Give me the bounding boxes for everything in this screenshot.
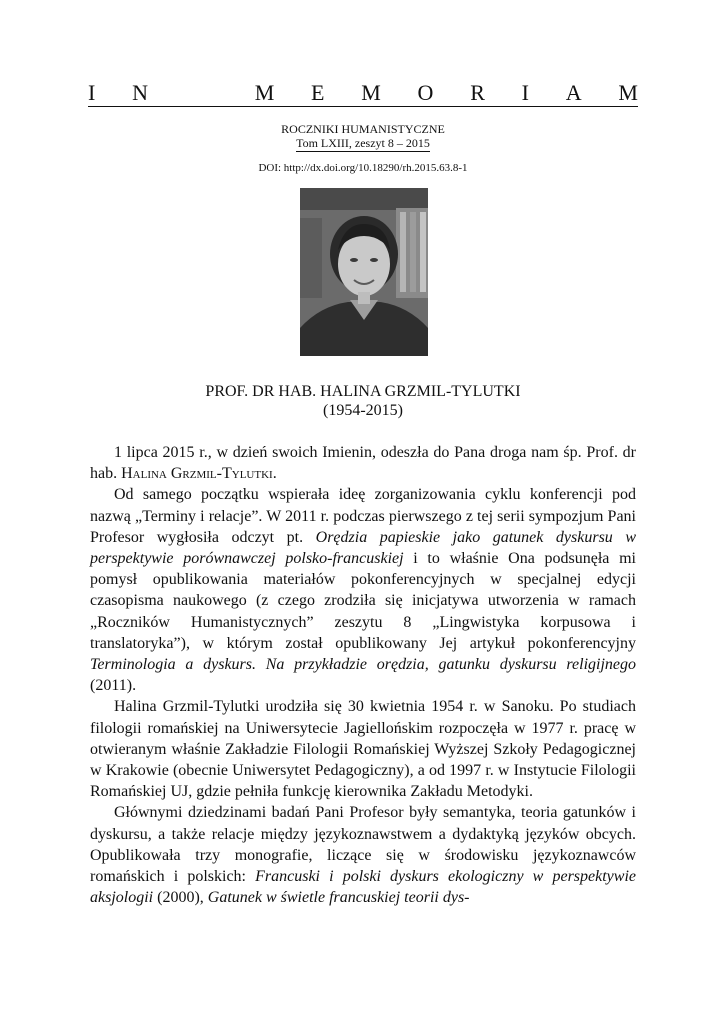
heading-letter: R (470, 80, 485, 105)
paragraph: Halina Grzmil-Tylutki urodziła się 30 kwietnia 1954 r. w Sanoku. Po studiach filologii romańskiej na Uniwersytecie Jagiellońskim rozpoczęła w 1977 r. pracę w otwieranym właśnie Zakładzie Filologii Romańskiej Wyższej Szkoły Pedagogicznej w Krakowie (obecnie Uniwersytet Pedagogiczny), a od 1997 r. w Instytucie Filologii Romańskiej UJ, gdzie pełniła funkcję kierownika Zakładu Metodyki. (90, 698, 636, 801)
italic-title: Francuski i polski dyskurs ekologiczny w perspektywie aksjologii (90, 868, 636, 907)
text-run: (2000), (153, 889, 208, 907)
journal-volume (0, 136, 726, 152)
text-run: . (272, 465, 277, 483)
heading-letter: M (618, 80, 638, 105)
heading-letter: E (311, 80, 325, 105)
paragraph (90, 484, 636, 696)
journal-volume-text: Tom LXIII, zeszyt 8 – 2015 (296, 136, 430, 150)
heading-letter: O (417, 80, 434, 105)
text-run: i to właśnie Ona podsunęła mi pomysł opublikowania materiałów pokonferencyjnych w specjalnej edycji czasopisma naukowego (z czego zrodziła się inicjatywa utworzenia w ramach „Roczników Humanistycznych” zeszytu 8 „Lingwistyka korpusowa i translatoryka”), w którym został opublikowany Jej artykuł pokonferencyjny (90, 550, 636, 652)
article-years: (1954-2015) (323, 402, 403, 419)
article-body (90, 442, 636, 908)
portrait-photo (300, 188, 428, 356)
article-title: PROF. DR HAB. HALINA GRZMIL-TYLUTKI (205, 383, 521, 400)
heading-letter: I (521, 80, 529, 105)
heading-letter: M (361, 80, 381, 105)
heading-letter: A (565, 80, 582, 105)
in-memoriam-header (88, 72, 638, 108)
paragraph (90, 442, 636, 484)
text-run: (2011). (90, 677, 137, 695)
italic-title: Terminologia a dyskurs. Na przykładzie orędzia, gatunku dyskursu religijnego (90, 656, 636, 674)
paragraph (90, 802, 636, 908)
text-run: 1 lipca 2015 r., w dzień swoich Imienin, odeszła do Pana droga nam śp. Prof. dr hab. (90, 444, 636, 483)
journal-name: ROCZNIKI HUMANISTYCZNE (281, 122, 445, 136)
doi-link[interactable]: DOI: http://dx.doi.org/10.18290/rh.2015.63.8-1 (258, 162, 468, 174)
text-run: Od samego początku wspierała ideę zorganizowania cyklu konferencji pod nazwą „Terminy i relacje”. W 2011 r. podczas pierwszego z tej serii sympozjum Pani Profesor wygłosiła odczyt pt. (90, 486, 636, 546)
in-memoriam-heading (88, 80, 638, 106)
italic-title: Gatunek w świetle francuskiej teorii dys- (207, 889, 470, 907)
person-name: Halina Grzmil-Tylutki (121, 465, 273, 483)
heading-letter: N (132, 80, 148, 105)
italic-title: Orędzia papieskie jako gatunek dyskursu w perspektywie porównawczej polsko-francuskiej (90, 528, 636, 568)
heading-letter: I (88, 80, 96, 105)
header-rule (88, 106, 638, 107)
portrait-image (300, 188, 428, 356)
text-run: Głównymi dziedzinami badań Pani Profesor były semantyka, teoria gatunków i dyskursu, a także relacje między językoznawstwem a dydaktyką języków obcych. Opublikowała trzy monografie, liczące się w środowisku językoznawców romańskich i polskich: (90, 804, 636, 886)
heading-letter: M (254, 80, 275, 105)
